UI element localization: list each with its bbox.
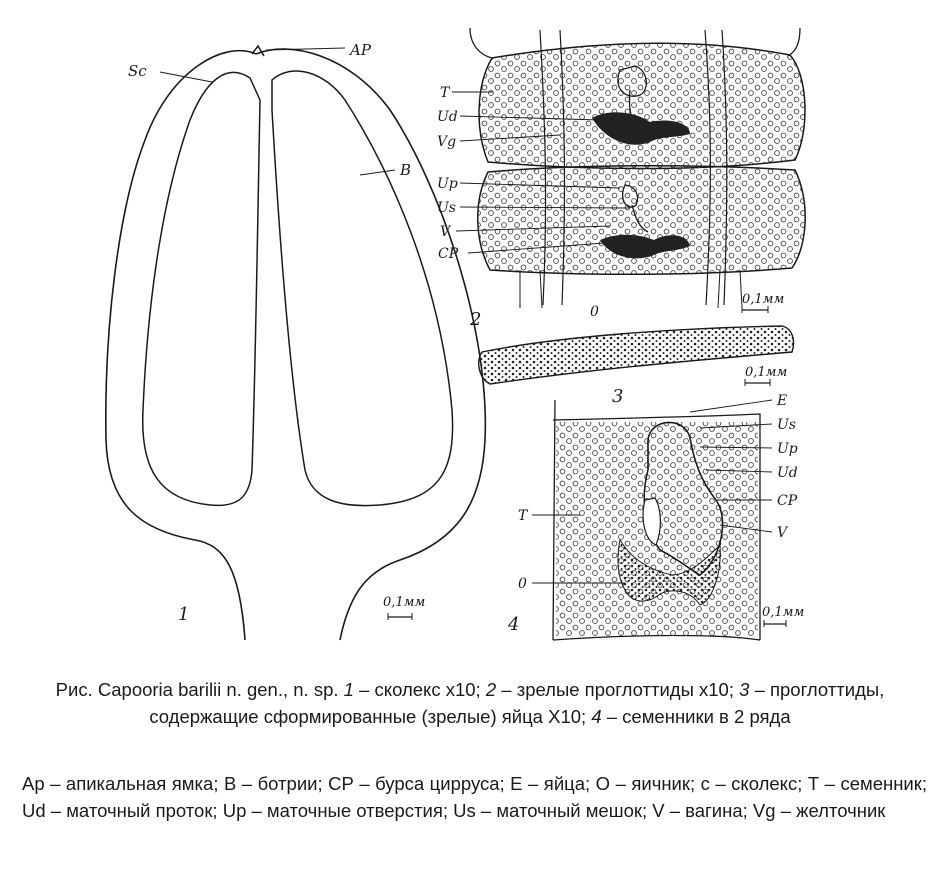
panel4-proglottid bbox=[507, 393, 804, 640]
svg-text:V: V bbox=[777, 525, 788, 541]
svg-text:0,1мм: 0,1мм bbox=[383, 595, 426, 610]
caption-text-3: – проглоттиды, содержащие сформированные (зрелые) яйца X10; bbox=[149, 679, 885, 727]
svg-text:Ud: Ud bbox=[437, 109, 458, 125]
svg-text:CP: CP bbox=[777, 493, 798, 509]
panel4-number: 4 bbox=[508, 614, 520, 635]
panel2-number: 2 bbox=[470, 309, 482, 330]
caption-text-4: – семенники в 2 ряда bbox=[606, 706, 791, 727]
label-b: B bbox=[400, 161, 412, 179]
panel1-number: 1 bbox=[178, 604, 190, 625]
panel1-scolex bbox=[106, 41, 486, 640]
svg-text:T: T bbox=[440, 85, 450, 101]
bothrium-right bbox=[272, 71, 453, 506]
svg-text:0,1мм: 0,1мм bbox=[745, 365, 788, 380]
scale-bar-3 bbox=[745, 365, 787, 386]
proglottid-upper bbox=[479, 43, 805, 168]
svg-text:V: V bbox=[440, 224, 451, 240]
caption-num-4: 4 bbox=[591, 706, 602, 727]
caption-prefix: Рис. Capooria barilii n. gen., n. sp. bbox=[55, 679, 339, 700]
svg-text:T: T bbox=[518, 508, 528, 524]
svg-text:Vg: Vg bbox=[437, 134, 457, 150]
svg-text:E: E bbox=[777, 393, 788, 409]
caption-text-2: – зрелые проглоттиды x10; bbox=[501, 679, 734, 700]
scale-bar-2 bbox=[742, 292, 784, 313]
panel3-proglottid bbox=[479, 326, 794, 407]
scale-bar-1 bbox=[383, 595, 425, 620]
svg-text:Up: Up bbox=[437, 176, 458, 192]
svg-text:Up: Up bbox=[777, 441, 798, 457]
caption-text-1: – сколекс x10; bbox=[359, 679, 481, 700]
panel2-proglottids bbox=[437, 28, 805, 330]
scolex-outline bbox=[106, 49, 486, 640]
svg-text:Us: Us bbox=[437, 200, 456, 216]
svg-text:0,1мм: 0,1мм bbox=[762, 605, 805, 620]
caption-num-2: 2 bbox=[485, 679, 497, 700]
abbreviation-legend: Ар – апикальная ямка; В – ботрии; СР – бурса цирруса; Е – яйца; О – яичник; с – сколекс; Т – семенник; Ud – маточный проток; Up – маточные отверстия; Us – маточный мешок; V – вагина; Vg – желточник bbox=[22, 773, 927, 821]
svg-text:0: 0 bbox=[518, 576, 527, 592]
svg-text:0: 0 bbox=[590, 304, 599, 320]
svg-text:0,1мм: 0,1мм bbox=[742, 292, 785, 307]
label-sc: Sc bbox=[128, 62, 147, 80]
caption-num-3: 3 bbox=[739, 679, 750, 700]
svg-text:CP: CP bbox=[438, 246, 459, 262]
label-ap: AP bbox=[350, 41, 371, 59]
scale-bar-4 bbox=[762, 605, 804, 627]
svg-text:Us: Us bbox=[777, 417, 796, 433]
panel3-number: 3 bbox=[612, 386, 624, 407]
bothrium-left bbox=[143, 72, 260, 505]
figure-caption bbox=[20, 676, 920, 730]
caption-num-1: 1 bbox=[343, 679, 354, 700]
svg-text:Ud: Ud bbox=[777, 465, 798, 481]
